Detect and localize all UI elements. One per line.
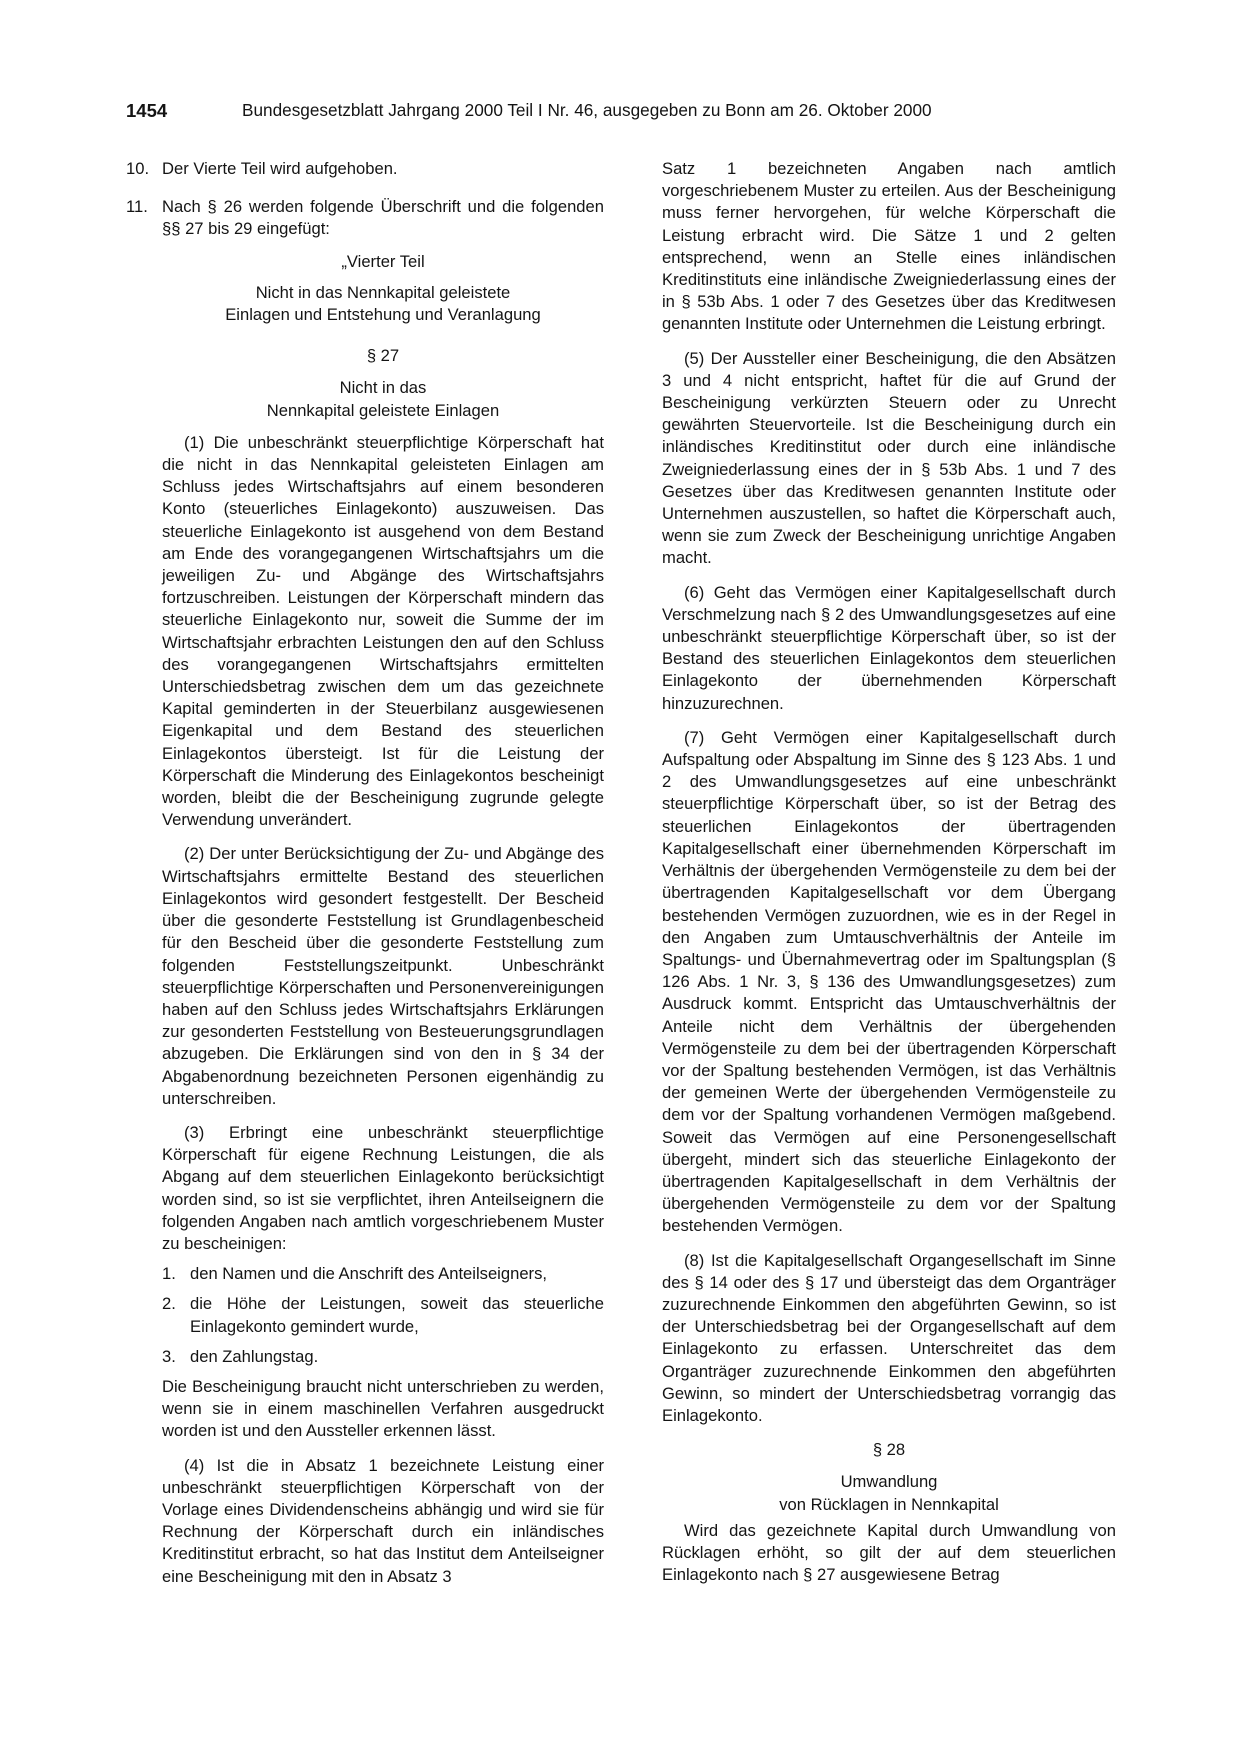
section-27-title-line-2: Nennkapital geleistete Einlagen <box>266 400 500 420</box>
page-header <box>126 100 1116 124</box>
section-27-title-line-1: Nicht in das <box>339 378 427 398</box>
list-item <box>162 1293 604 1337</box>
left-column <box>126 158 604 1600</box>
page-number: 1454 <box>126 100 168 121</box>
paragraph-3-closing: Die Bescheinigung braucht nicht unterschrieben zu werden, wenn sie in einem maschinellen Verfahren ausgedruckt worden ist und den Aussteller erkennen lässt. <box>162 1376 604 1441</box>
paragraph-5: (5) Der Aussteller einer Bescheinigung, die den Absätzen 3 und 4 nicht entspricht, haftet für die auf Grund der Bescheinigung verkürzten Steuern oder zu Unrecht gewährten Steuervorteile. Ist die Bescheinigung durch ein inländisches Kreditinstitut oder durch eine inländische Zweigniederlassung eines der in § 53b Abs. 1 und 7 des Gesetzes über das Kreditwesen genannten Institute oder Unternehmen auszustellen, so haftet die Körperschaft auch, wenn sie zum Zweck der Bescheinigung unrichtige Angaben macht. <box>662 348 1116 568</box>
running-title: Bundesgesetzblatt Jahrgang 2000 Teil I Nr. 46, ausgegeben zu Bonn am 26. Oktober 2000 <box>242 100 932 120</box>
list-item <box>162 1263 604 1285</box>
paragraph-6: (6) Geht das Vermögen einer Kapitalgesellschaft durch Verschmelzung nach § 2 des Umwandlungsgesetzes auf eine unbeschränkt steuerpflichtige Körperschaft über, so ist der Bestand des steuerlichen Einlagekontos dem steuerlichen Einlagekonto der übernehmenden Körperschaft hinzuzurechnen. <box>662 582 1116 713</box>
section-28-title-line-1: Umwandlung <box>840 1472 938 1492</box>
paragraph-7: (7) Geht Vermögen einer Kapitalgesellschaft durch Aufspaltung oder Abspaltung im Sinne des § 123 Abs. 1 und 2 des Umwandlungsgesetzes auf eine unbeschränkt steuerpflichtige Körperschaft über, so ist der Betrag des steuerlichen Einlagekontos der übertragenden Kapitalgesellschaft einer übernehmenden Körperschaft im Verhältnis der übergehenden Vermögensteile zu dem bei der übertragenden Kapitalgesellschaft vor dem Übergang bestehenden Vermögen zuzuordnen, wie es in der Regel in den Angaben zum Umtauschverhältnis der Anteile im Spaltungs- und Übernahmevertrag oder im Spaltungsplan (§ 126 Abs. 1 Nr. 3, § 136 des Umwandlungsgesetzes) zum Ausdruck kommt. Entspricht das Umtauschverhältnis der Anteile nicht dem Verhältnis der übergehenden Vermögensteile zu dem bei der übertragenden Körperschaft vor der Spaltung bestehenden Vermögen, ist das Verhältnis der gemeinen Werte der übergehenden Vermögensteile zu dem vor der Spaltung vorhandenen Vermögen maßgebend. Soweit das Vermögen auf eine Personengesellschaft übergeht, mindert sich das steuerliche Einlagekonto der übertragenden Kapitalgesellschaft in dem Verhältnis der übergehenden Vermögensteile zu dem vor der Spaltung bestehenden Vermögen. <box>662 727 1116 1236</box>
part-title-line-2: Einlagen und Entstehung und Veranlagung <box>225 305 541 325</box>
list-item-number: 2. <box>162 1294 176 1314</box>
item-text: Der Vierte Teil wird aufgehoben. <box>162 159 398 178</box>
list-item-text: den Namen und die Anschrift des Anteilseigners, <box>190 1264 547 1284</box>
list-item-text: die Höhe der Leistungen, soweit das steuerliche Einlagekonto gemindert wurde, <box>190 1294 604 1336</box>
item-text: Nach § 26 werden folgende Überschrift und die folgenden §§ 27 bis 29 eingefügt: <box>162 197 604 239</box>
section-28-number: § 28 <box>872 1440 906 1460</box>
section-28-title-line-2: von Rücklagen in Nennkapital <box>779 1494 999 1514</box>
paragraph-2: (2) Der unter Berücksichtigung der Zu- und Abgänge des Wirtschaftsjahrs ermittelte Bestand des steuerlichen Einlagekontos wird gesondert festgestellt. Der Bescheid über die gesonderte Feststellung ist Grundlagenbescheid für den Bescheid über die gesonderte Feststellung zum folgenden Feststellungszeitpunkt. Unbeschränkt steuerpflichtige Körperschaften und Personenvereinigungen haben auf den Schluss jedes Wirtschaftsjahrs Erklärungen zur gesonderten Feststellung von Besteuerungsgrundlagen abzugeben. Die Erklärungen sind von den in § 34 der Abgabenordnung bezeichneten Personen eigenhändig zu unterschreiben. <box>162 844 604 1108</box>
paragraph-4-continued: Satz 1 bezeichneten Angaben nach amtlich vorgeschriebenem Muster zu erteilen. Aus der Bescheinigung muss ferner hervorgehen, für welche Körperschaft die Leistung erbracht wird. Die Sätze 1 und 2 gelten entsprechend, wenn an Stelle eines inländischen Kreditinstituts eine inländische Zweigniederlassung eines der in § 53b Abs. 1 oder 7 des Gesetzes über das Kreditwesen genannten Institute oder Unternehmen die Leistung erbringt. <box>662 159 1116 334</box>
list-item-number: 3. <box>162 1346 176 1366</box>
paragraph-3: (3) Erbringt eine unbeschränkt steuerpflichtige Körperschaft für eigene Rechnung Leistungen, die als Abgang auf dem steuerlichen Einlagekonto berücksichtigt worden sind, so ist sie verpflichtet, ihren Anteilseignern die folgenden Angaben nach amtlich vorgeschriebenem Muster zu bescheinigen: <box>162 1122 604 1253</box>
list-item-text: den Zahlungstag. <box>190 1346 319 1366</box>
section-27-number: § 27 <box>366 346 400 366</box>
paragraph-1: (1) Die unbeschränkt steuerpflichtige Körperschaft hat die nicht in das Nennkapital geleisteten Einlagen am Schluss jedes Wirtschaftsjahrs auf einem besonderen Konto (steuerliches Einlagekonto) auszuweisen. Das steuerliche Einlagekonto ist ausgehend von dem Bestand am Ende des vorangegangenen Wirtschaftsjahrs um die jeweiligen Zu- und Abgänge des Wirtschaftsjahrs fortzuschreiben. Leistungen der Körperschaft mindern das steuerliche Einlagekonto nur, soweit die Summe der im Wirtschaftsjahr erbrachten Leistungen den auf den Schluss des vorangegangenen Wirtschaftsjahrs ermittelten Unterschiedsbetrag zwischen dem um das gezeichnete Kapital geminderten in der Steuerbilanz ausgewiesenen Eigenkapital und dem Bestand des steuerlichen Einlagekontos übersteigt. Ist für die Leistung der Körperschaft die Minderung des Einlagekontos bescheinigt worden, bleibt die der Bescheinigung zugrunde gelegte Verwendung unverändert. <box>162 432 604 830</box>
part-heading: „Vierter Teil <box>341 251 425 271</box>
right-column <box>662 158 1116 1598</box>
list-item-number: 1. <box>162 1264 176 1284</box>
paragraph-8: (8) Ist die Kapitalgesellschaft Organgesellschaft im Sinne des § 14 oder des § 17 und übersteigt das dem Organträger zuzurechnende Einkommen den abgeführten Gewinn, so ist der Unterschiedsbetrag bei der Organgesellschaft auf dem Einlagekonto zu erfassen. Unterschreitet das dem Organträger zuzurechnende Einkommen den abgeführten Gewinn, so mindert der Unterschiedsbetrag vorrangig das Einlagekonto. <box>662 1250 1116 1425</box>
item-number: 10. <box>126 159 150 178</box>
paragraph-4: (4) Ist die in Absatz 1 bezeichnete Leistung einer unbeschränkt steuerpflichtigen Körperschaft von der Vorlage eines Dividendenscheins abhängig und wird sie für Rechnung der Körperschaft durch ein inländisches Kreditinstitut erbracht, so hat das Institut dem Anteilseigner eine Bescheinigung mit den in Absatz 3 <box>162 1455 604 1586</box>
amendment-item-11 <box>126 196 604 240</box>
section-28-paragraph: Wird das gezeichnete Kapital durch Umwandlung von Rücklagen erhöht, so gilt der auf dem steuerlichen Einlagekonto nach § 27 ausgewiesene Betrag <box>662 1520 1116 1585</box>
amendment-item-10 <box>126 158 604 180</box>
list-item <box>162 1346 604 1368</box>
part-title-line-1: Nicht in das Nennkapital geleistete <box>255 282 511 302</box>
item-number: 11. <box>126 197 148 217</box>
